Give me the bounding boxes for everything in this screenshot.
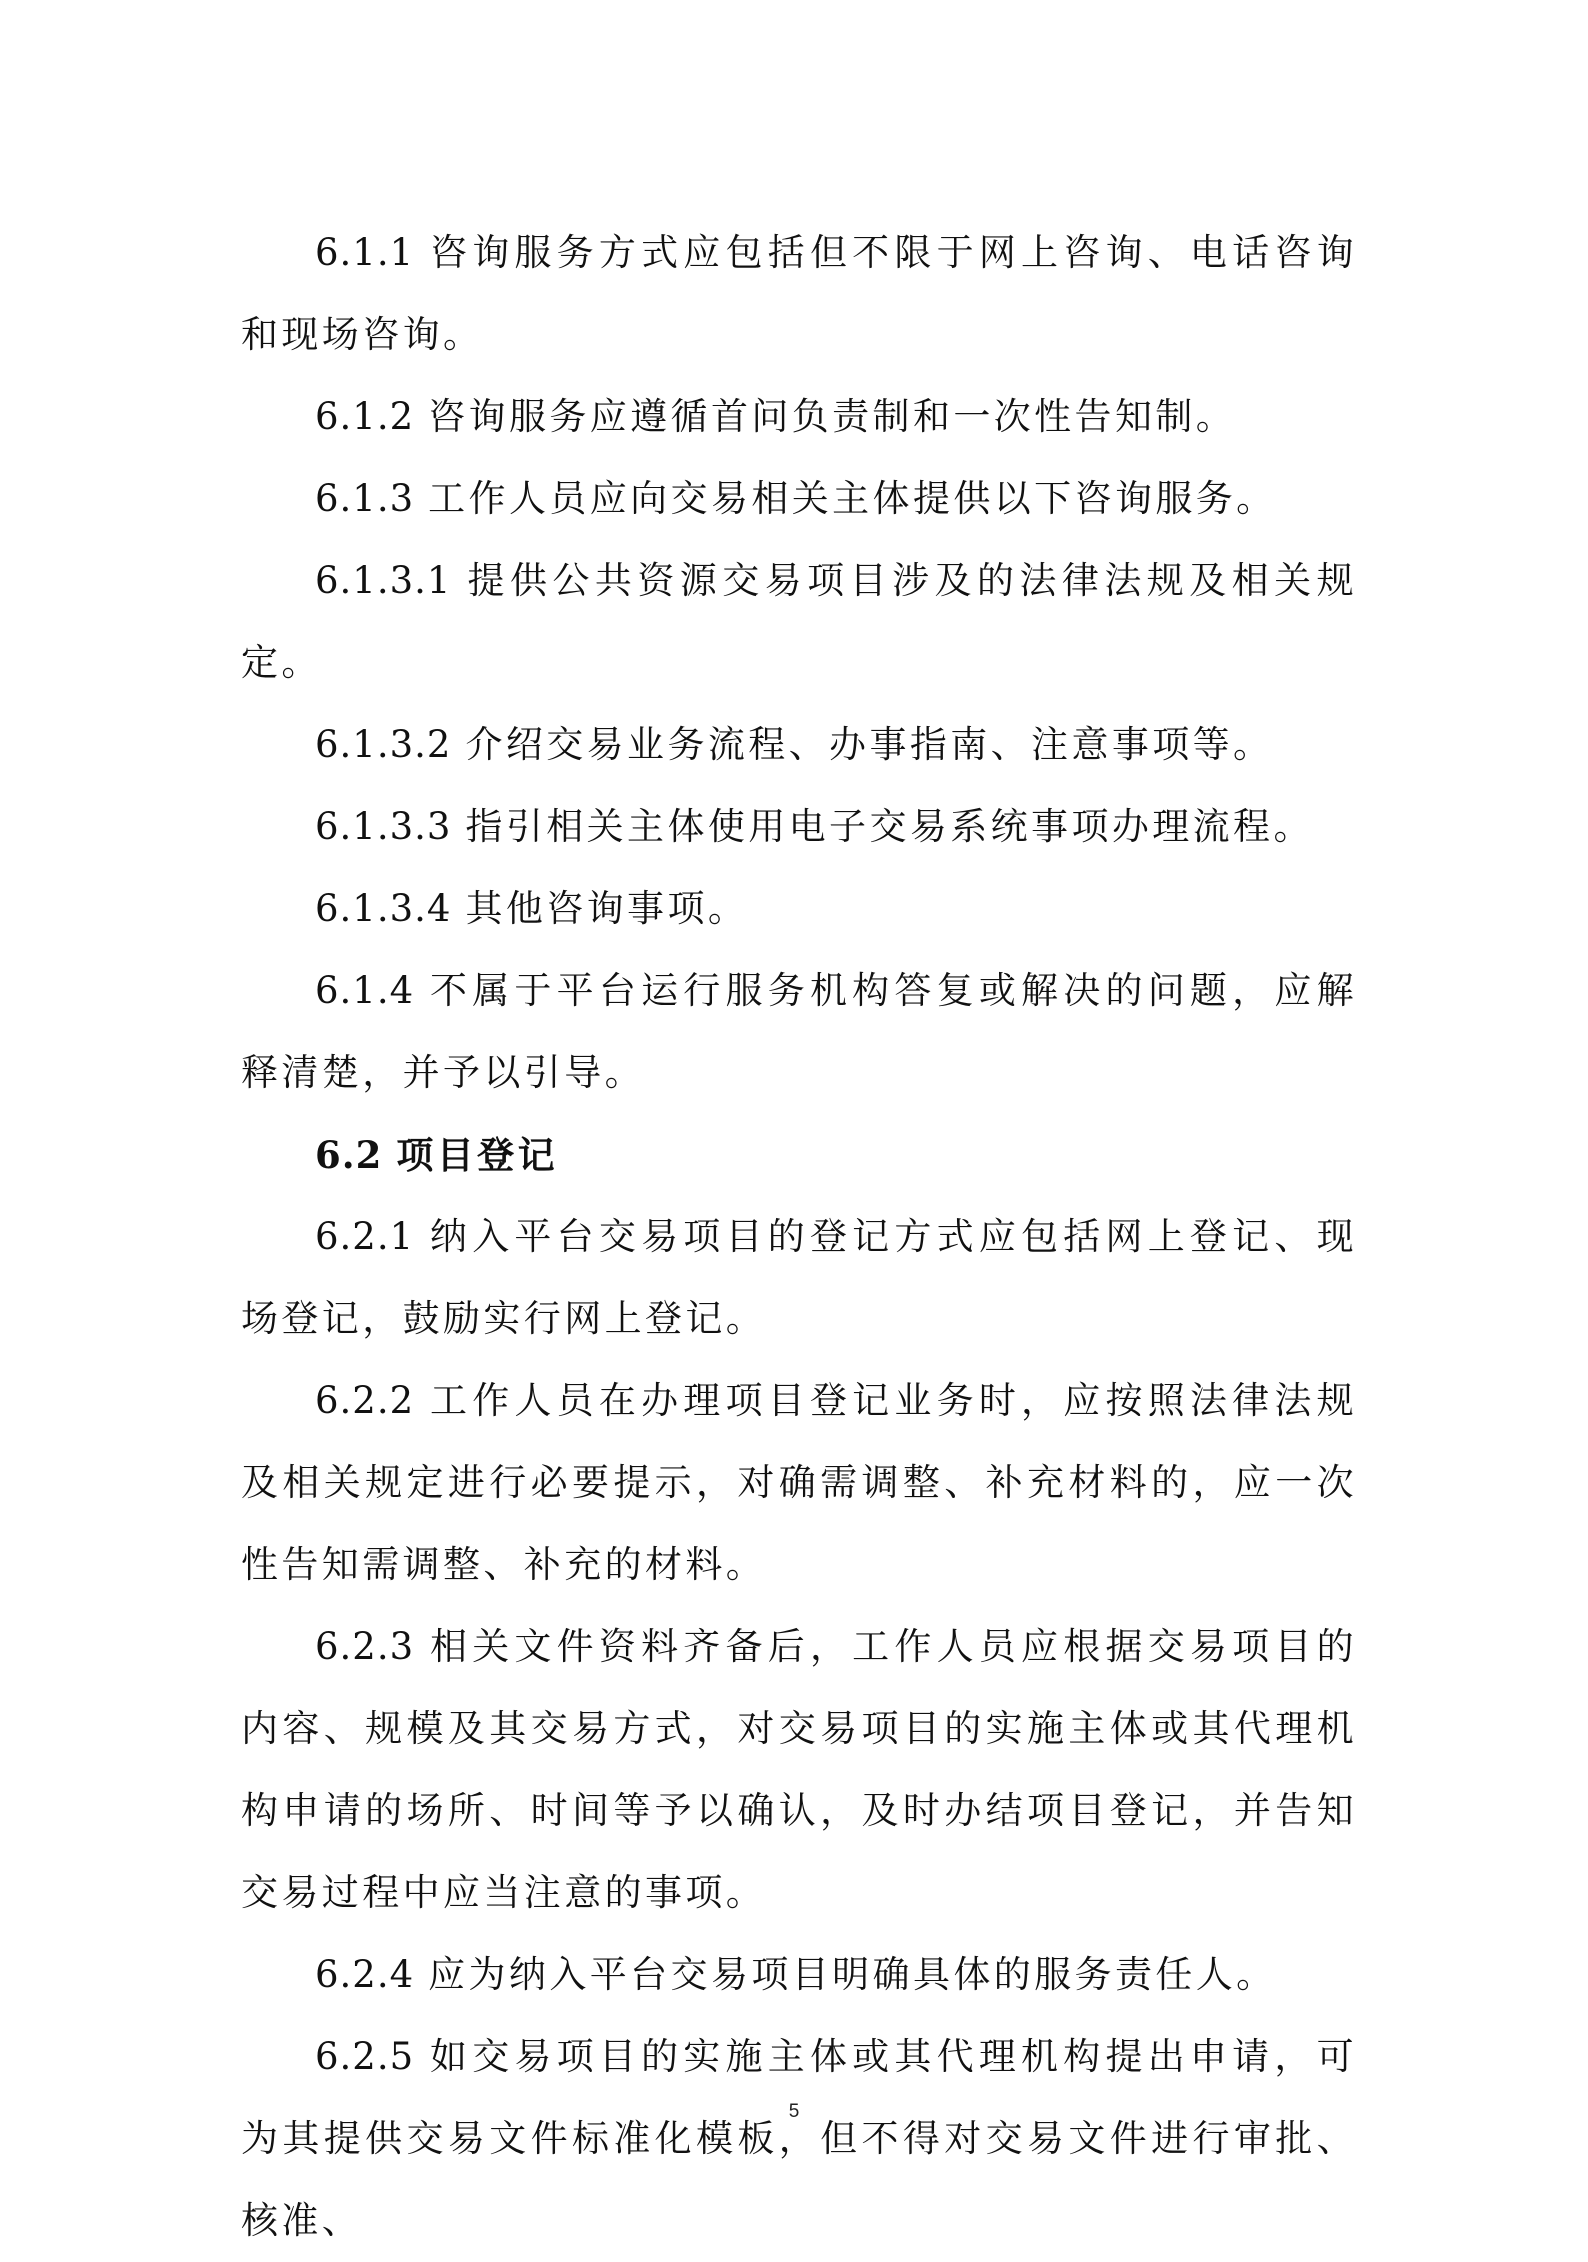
clause-text: 工作人员应向交易相关主体提供以下咨询服务。 <box>428 477 1277 520</box>
clause-number: 6.2.3 <box>315 1625 415 1668</box>
clause-text: 纳入平台交易项目的登记方式应包括网上登记、现场登记，鼓励实行网上登记。 <box>241 1215 1357 1340</box>
clause-number: 6.2.1 <box>315 1215 415 1258</box>
page-number: 5 <box>788 2101 800 2122</box>
clause-number: 6.1.3.3 <box>315 805 452 848</box>
clause-text: 咨询服务应遵循首问负责制和一次性告知制。 <box>428 395 1237 438</box>
clause-number: 6.1.2 <box>315 395 415 438</box>
clause-number: 6.2.4 <box>315 1953 415 1996</box>
clause-number: 6.1.3.4 <box>315 887 452 930</box>
clause-text: 应为纳入平台交易项目明确具体的服务责任人。 <box>428 1953 1277 1996</box>
paragraph-6-2-4 <box>241 1934 1357 2016</box>
clause-number: 6.1.3.1 <box>315 559 452 602</box>
clause-number: 6.1.1 <box>315 231 415 274</box>
paragraph-6-1-2 <box>241 376 1357 458</box>
paragraph-6-1-1 <box>241 212 1357 376</box>
clause-text: 不属于平台运行服务机构答复或解决的问题，应解释清楚，并予以引导。 <box>241 969 1357 1094</box>
paragraph-6-2-2 <box>241 1360 1357 1606</box>
clause-text: 工作人员在办理项目登记业务时，应按照法律法规及相关规定进行必要提示，对确需调整、补充材料的，应一次性告知需调整、补充的材料。 <box>241 1379 1357 1586</box>
paragraph-6-1-3-2 <box>241 704 1357 786</box>
paragraph-6-1-3 <box>241 458 1357 540</box>
section-heading-6-2 <box>241 1114 1357 1196</box>
paragraph-6-1-4 <box>241 950 1357 1114</box>
clause-text: 如交易项目的实施主体或其代理机构提出申请，可为其提供交易文件标准化模板，但不得对交易文件进行审批、核准、 <box>241 2035 1357 2242</box>
clause-text: 咨询服务方式应包括但不限于网上咨询、电话咨询和现场咨询。 <box>241 231 1357 356</box>
clause-text: 其他咨询事项。 <box>465 887 749 930</box>
paragraph-6-2-5 <box>241 2016 1357 2262</box>
clause-text: 提供公共资源交易项目涉及的法律法规及相关规定。 <box>241 559 1357 684</box>
paragraph-6-1-3-4 <box>241 868 1357 950</box>
paragraph-6-2-1 <box>241 1196 1357 1360</box>
body-text <box>241 212 1357 2262</box>
clause-number: 6.1.3.2 <box>315 723 452 766</box>
clause-number: 6.1.3 <box>315 477 415 520</box>
clause-number: 6.2.2 <box>315 1379 415 1422</box>
paragraph-6-2-3 <box>241 1606 1357 1934</box>
clause-number: 6.2.5 <box>315 2035 415 2078</box>
clause-text: 相关文件资料齐备后，工作人员应根据交易项目的内容、规模及其交易方式，对交易项目的实施主体或其代理机构申请的场所、时间等予以确认，及时办结项目登记，并告知交易过程中应当注意的事项。 <box>241 1625 1357 1914</box>
clause-number: 6.1.4 <box>315 969 415 1012</box>
clause-text: 介绍交易业务流程、办事指南、注意事项等。 <box>465 723 1274 766</box>
section-title: 项目登记 <box>396 1133 558 1177</box>
clause-text: 指引相关主体使用电子交易系统事项办理流程。 <box>465 805 1314 848</box>
section-number: 6.2 <box>315 1133 383 1177</box>
paragraph-6-1-3-3 <box>241 786 1357 868</box>
paragraph-6-1-3-1 <box>241 540 1357 704</box>
